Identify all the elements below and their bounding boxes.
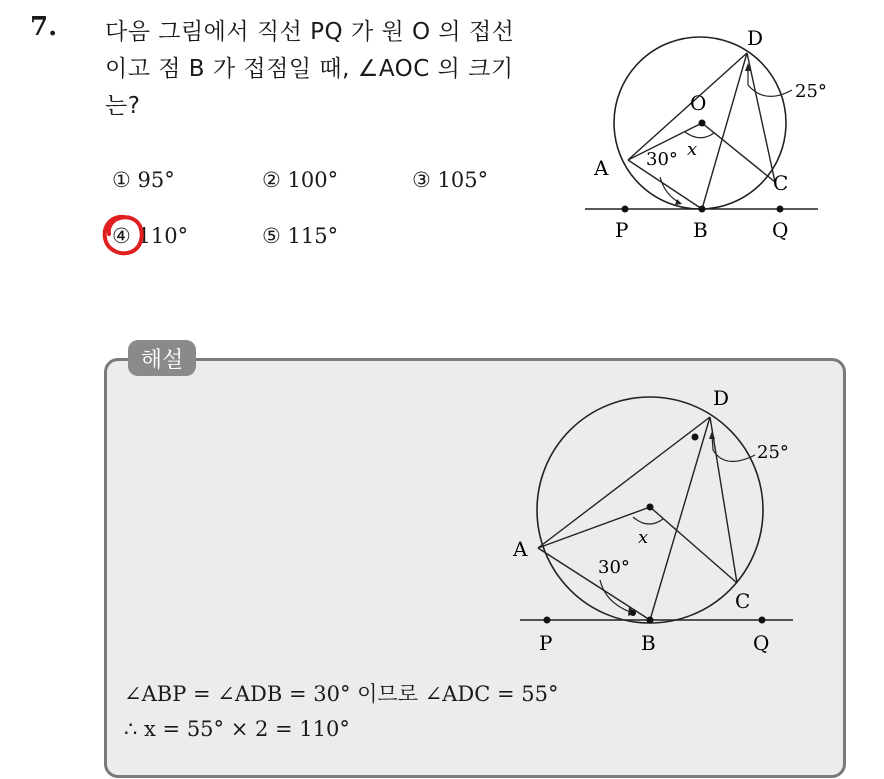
fig1-label-a: A [594,156,609,180]
choice-5[interactable]: ⑤ 115° [262,224,339,248]
fig2-label-d: D [713,386,730,410]
fig2-label-c: C [735,589,751,613]
figure-1-diagram [580,15,830,250]
choice-1[interactable]: ① 95° [112,168,175,192]
solution-line-2: ∴ x = 55° × 2 = 110° [124,717,350,741]
fig1-angle-30: 30° [646,149,678,170]
figure-2-diagram [505,380,805,660]
fig1-label-x: x [687,139,698,160]
solution-tab: 해설 [128,340,196,376]
choice-2[interactable]: ② 100° [262,168,339,192]
fig1-angle-25: 25° [795,81,827,102]
choice-3[interactable]: ③ 105° [412,168,489,192]
question-line-3: 는? [105,93,141,119]
fig2-angle-25: 25° [757,442,789,463]
fig1-label-d: D [747,26,764,50]
question-line-2: 이고 점 B 가 접점일 때, ∠AOC 의 크기 [105,56,514,82]
question-number: 7. [30,12,58,42]
choice-4[interactable]: ④ 110° [112,224,189,248]
fig2-label-x: x [638,527,649,548]
fig1-label-q: Q [772,218,789,242]
fig1-label-p: P [615,218,629,242]
question-text [105,14,575,125]
fig2-label-q: Q [753,631,770,655]
fig2-label-p: P [539,631,553,655]
fig2-label-a: A [513,537,528,561]
fig1-label-o: O [690,91,707,115]
fig2-angle-30: 30° [598,557,630,578]
solution-line-1: ∠ABP = ∠ADB = 30° 이므로 ∠ADC = 55° [124,682,559,706]
fig2-label-b: B [641,631,656,655]
question-line-1: 다음 그림에서 직선 PQ 가 원 O 의 접선 [105,19,515,45]
fig1-label-c: C [773,171,789,195]
answer-mark-circle-icon [100,213,146,259]
fig1-label-b: B [693,218,708,242]
